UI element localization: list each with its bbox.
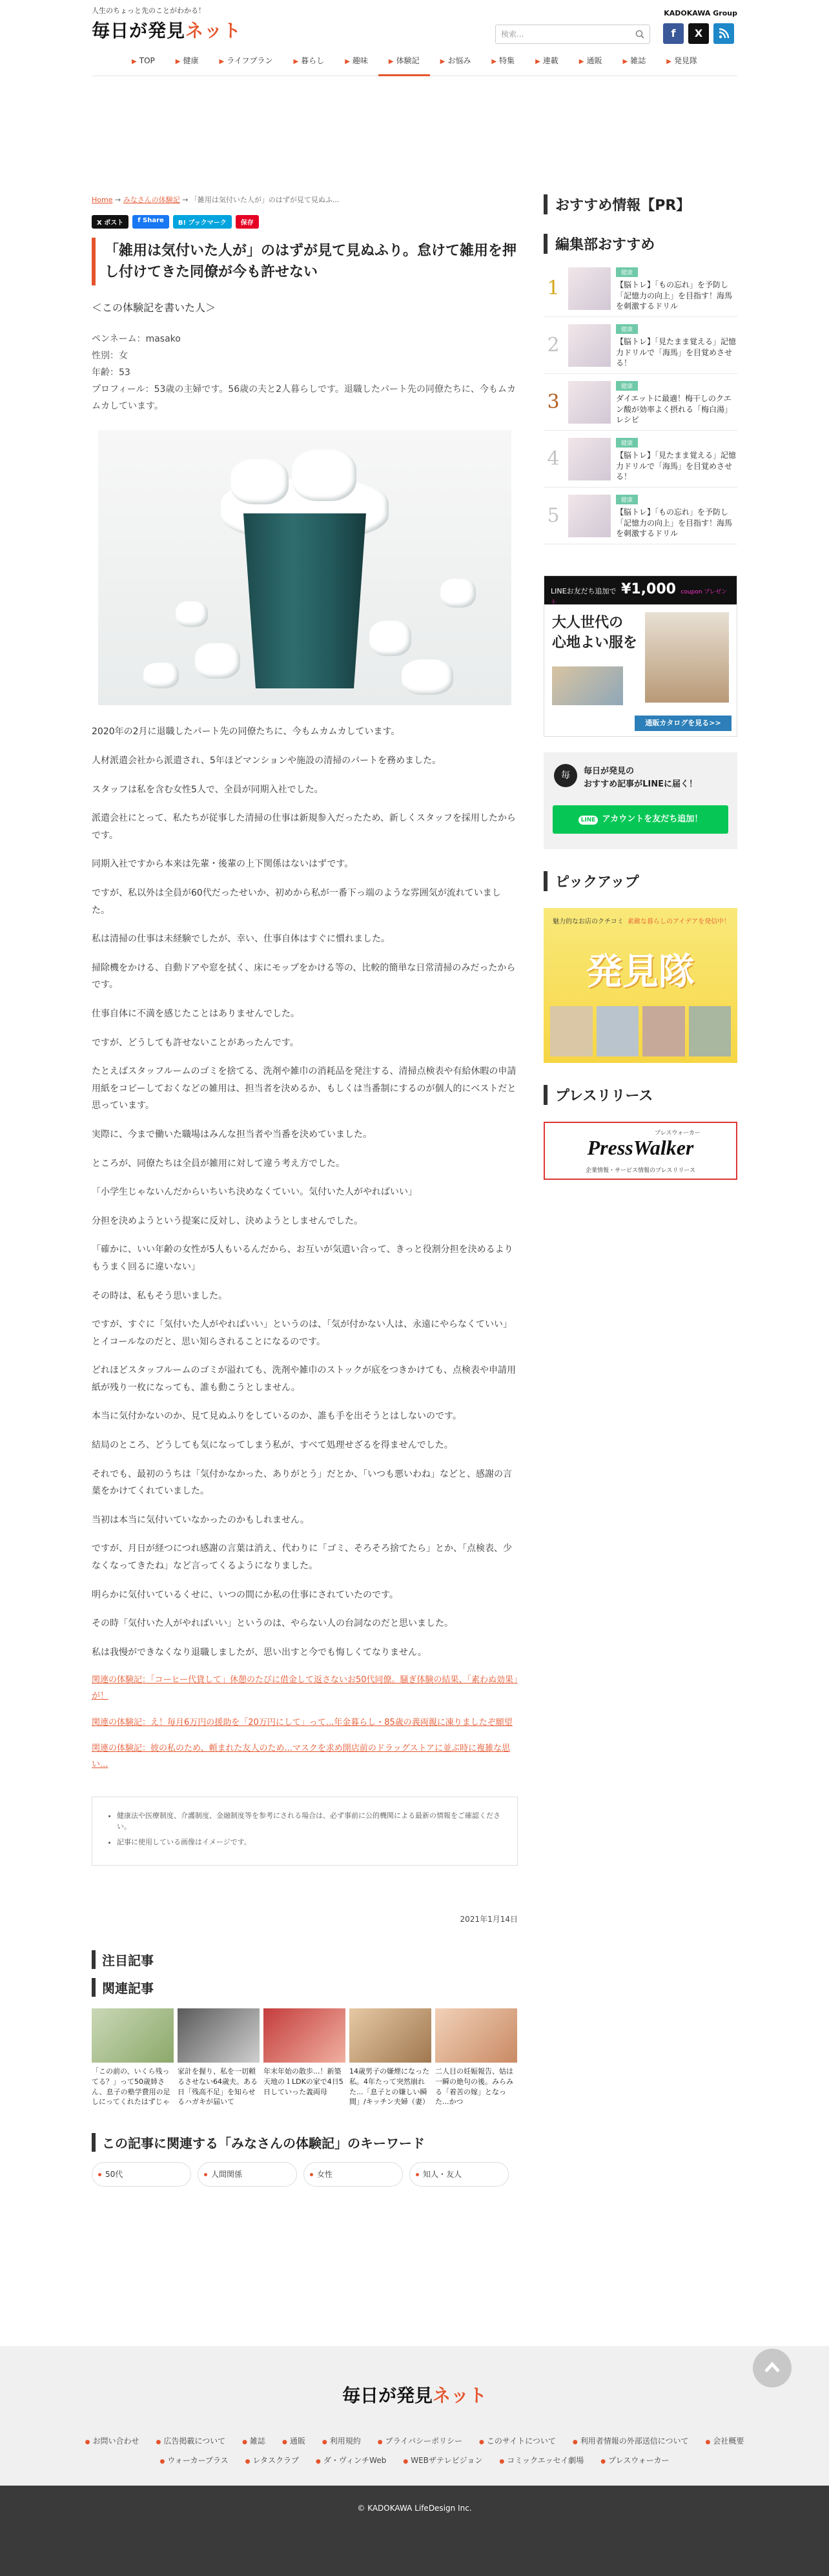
footer-link-label: 広告掲載について	[163, 2437, 226, 2446]
global-nav	[92, 50, 737, 76]
article-paragraph: ですが、月日が経つにつれ感謝の言葉は消え、代わりに「ゴミ、そろそろ捨てたら」とか、「点検表、少なくなってきたね」など言ってくるようになりました。	[92, 1543, 512, 1572]
footer-link[interactable]	[499, 2455, 584, 2466]
ranking-title: 【脳トレ】「もの忘れ」を予防し「記憶力の向上」を目指す！海馬を刺激するドリル	[616, 280, 733, 311]
ad-headline-2: 心地よい服を	[552, 634, 638, 651]
search-input[interactable]	[495, 25, 650, 44]
breadcrumb-home[interactable]: Home	[92, 196, 113, 204]
keyword-tag[interactable]: 知人・友人	[409, 2162, 509, 2187]
disclaimer-box	[92, 1797, 518, 1866]
footer-links-row2	[0, 2455, 829, 2466]
paper-ball	[292, 449, 356, 501]
ad-model-image	[645, 612, 729, 703]
article-paragraph: その時「気付いた人がやればいい」というのは、やらない人の台詞なのだと思いました。	[92, 1618, 453, 1629]
footer-link[interactable]	[705, 2435, 744, 2446]
x-icon[interactable]: X	[688, 23, 709, 44]
x-post-button[interactable]: X ポスト	[92, 215, 128, 229]
nav-item[interactable]	[378, 50, 430, 76]
footer-link[interactable]	[378, 2435, 462, 2446]
arrow-right-icon: ▶	[175, 57, 181, 65]
paper-ball	[143, 663, 179, 688]
arrow-right-icon: ▶	[578, 57, 584, 65]
ad-line-text: LINEお友だち追加で	[551, 587, 617, 595]
arrow-right-icon: ▶	[440, 57, 445, 65]
related-articles	[92, 2008, 518, 2108]
article-paragraph: スタッフは私を含む女性5人で、全員が同期入社でした。	[92, 784, 323, 795]
ad-coupon: coupon プレゼント	[551, 589, 728, 606]
arrow-right-icon: ●	[705, 2439, 711, 2446]
rank-number: 4	[547, 448, 560, 470]
paper-ball	[440, 579, 476, 608]
nav-item[interactable]	[481, 50, 525, 76]
ad-catalog-button[interactable]: 通販カタログを見る>>	[635, 716, 732, 731]
article-paragraph: たとえばスタッフルームのゴミを捨てる、洗剤や雑巾の消耗品を発注する、清掃点検表や有給休暇の申請用紙をコピーしておくなどの雑用は、担当者を決めるか、もしくは当番制にするのが個人的にベストだと思っています。	[92, 1066, 517, 1111]
ranking-thumbnail	[568, 381, 611, 424]
footer-link[interactable]	[242, 2435, 265, 2446]
nav-item-label: 趣味	[352, 56, 368, 65]
article-paragraph: 同期入社ですから本来は先輩・後輩の上下関係はないはずです。	[92, 859, 354, 870]
arrow-right-icon: ▶	[345, 57, 350, 65]
arrow-right-icon: ●	[156, 2439, 161, 2446]
breadcrumb-sep-icon: →	[182, 196, 190, 204]
related-article-title: 二人目の妊娠報告、姑は一瞬の絶句の後。みらみる「着苦の嫁」となった...かつ	[435, 2066, 513, 2107]
ranking-thumbnail	[568, 495, 611, 537]
site-logo[interactable]	[92, 17, 241, 43]
nav-item-label: ライフプラン	[227, 56, 273, 65]
footer-link-label: 雑誌	[250, 2437, 266, 2446]
article-body	[92, 723, 518, 1661]
footer-link-label: ウォーカープラス	[167, 2456, 229, 2465]
line-add-friend-button[interactable]	[553, 805, 728, 834]
footer-link-label: プレスウォーカー	[608, 2456, 670, 2465]
ad-top-band	[544, 576, 737, 604]
hakkentai-title: 発見隊	[586, 951, 695, 993]
arrow-right-icon: ●	[479, 2439, 484, 2446]
related-article-card[interactable]	[349, 2008, 431, 2108]
disclaimer-list	[108, 1810, 502, 1848]
category-tag: 健康	[616, 267, 638, 277]
nav-item[interactable]	[165, 50, 209, 76]
ranking-item[interactable]	[544, 431, 737, 488]
related-article-card[interactable]	[92, 2008, 174, 2108]
trash-bin	[243, 498, 366, 688]
arrow-right-icon: ▶	[388, 57, 394, 65]
pr-heading: おすすめ情報【PR】	[544, 194, 737, 214]
kadokawa-group-label: KADOKAWA Group	[664, 9, 737, 17]
footer-link-label: ダ・ヴィンチWeb	[323, 2456, 387, 2465]
arrow-right-icon: ●	[85, 2439, 90, 2446]
presswalker-logo: PressWalker	[587, 1136, 694, 1159]
hakkentai-banner[interactable]	[544, 908, 737, 1063]
ranking-item[interactable]	[544, 260, 737, 317]
footer-logo[interactable]	[0, 2382, 829, 2407]
paper-ball	[176, 601, 208, 627]
ranking-title: 【脳トレ】「見たまま覚える」記憶力ドリルで「海馬」を目覚めさせる！	[616, 336, 737, 368]
footer-link[interactable]	[322, 2435, 361, 2446]
paper-ball	[402, 659, 453, 695]
arrow-right-icon: ▶	[491, 57, 497, 65]
site-tagline: 人生のちょっと先のことがわかる！	[92, 6, 205, 15]
facebook-icon[interactable]: f	[663, 23, 684, 44]
related-experience-link[interactable]: 関連の体験記：「コーヒー代貸して」休憩のたびに借金して返さないお50代同僚。騒ぎ体験の結果、「素わぬ効果」が！	[92, 1675, 518, 1702]
related-article-thumbnail	[349, 2008, 431, 2063]
ranking-title: ダイエットに最適！梅干しのクエン酸が効率よく摂れる「梅白湯」レシピ	[616, 393, 733, 425]
arrow-right-icon: ●	[499, 2458, 505, 2465]
footer-link-label: 会社概要	[713, 2437, 744, 2446]
footer-link-label: 通販	[289, 2437, 305, 2446]
category-tag: 健康	[616, 495, 638, 504]
nav-item-label: 雑誌	[630, 56, 646, 65]
hakkentai-photo	[597, 1006, 639, 1056]
article-paragraph: 掃除機をかける、自動ドアや窓を拭く、床にモップをかける等の、比較的簡単な日常清掃のみだったからです。	[92, 962, 516, 991]
rank-number: 5	[547, 504, 560, 527]
footer-logo-accent: ネット	[433, 2385, 487, 2406]
search-icon[interactable]	[635, 30, 644, 39]
article-paragraph: 「確かに、いい年齢の女性が5人もいるんだから、お互いが気遣い合って、きっと役割分担を決めるよりもうまく回るに違いない」	[92, 1244, 513, 1272]
publish-date: 2021年1月14日	[460, 1914, 518, 1924]
rss-icon[interactable]	[713, 23, 734, 44]
article-paragraph: 結局のところ、どうしても気になってしまう私が、すべて処理せざるを得ませんでした。	[92, 1440, 453, 1451]
breadcrumb-category[interactable]: みなさんの体験記	[123, 196, 180, 204]
nav-item-label: TOP	[139, 56, 155, 65]
related-experience-link[interactable]: 関連の体験記：彼の私のため、頼まれた友人のため...マスクを求め開店前のドラッグストアに並ぶ時に複雑な思い...	[92, 1744, 511, 1770]
footer-link[interactable]	[600, 2455, 669, 2466]
footer-link-label: プライバシーポリシー	[385, 2437, 463, 2446]
ranking-list	[544, 260, 737, 544]
hakkentai-small: 魅力的なお店のクチコミ	[553, 918, 624, 925]
press-heading: プレスリリース	[544, 1085, 737, 1105]
article-paragraph: 「小学生じゃないんだからいちいち決めなくていい。気付いた人がやればいい」	[92, 1187, 417, 1198]
article-paragraph: どれほどスタッフルームのゴミが溢れても、洗剤や雑巾のストックが底をつきかけても、点検表や申請用紙が残り一枚になっても、誰も動こうとしません。	[92, 1365, 517, 1393]
line-follow-box	[544, 752, 737, 849]
footer-link[interactable]	[316, 2455, 386, 2466]
article-paragraph: 仕事自体に不満を感じたことはありませんでした。	[92, 1008, 300, 1019]
arrow-right-icon: ●	[242, 2439, 248, 2446]
related-article-card[interactable]	[263, 2008, 345, 2108]
article-paragraph: それでも、最初のうちは「気付かなかった、ありがとう」だとか、「いつも悪いわね」などと、感謝の言葉をかけてくれていました。	[92, 1468, 512, 1497]
nav-item-label: 特集	[499, 56, 515, 65]
ranking-item[interactable]	[544, 317, 737, 374]
nav-item-label: 通販	[586, 56, 602, 65]
nav-item-label: 暮らし	[301, 56, 325, 65]
author-profile	[92, 331, 518, 415]
copyright: © KADOKAWA LifeDesign Inc.	[0, 2486, 829, 2576]
footer-link[interactable]	[479, 2435, 556, 2446]
profile-line: 年齢：53	[92, 367, 130, 378]
line-add-friend-label: アカウントを友だち追加！	[602, 814, 703, 824]
profile-line: プロフィール：53歳の主婦です。56歳の夫と2人暮らしです。退職したパート先の同僚たちに、今もムカムカしています。	[92, 384, 516, 411]
arrow-right-icon: ●	[572, 2439, 578, 2446]
article-paragraph: 私は我慢ができなくなり退職しましたが、思い出すと今でも悔しくてなりません。	[92, 1647, 427, 1658]
nav-item-label: 健康	[183, 56, 199, 65]
ranking-title: 【脳トレ】「もの忘れ」を予防し「記憶力の向上」を目指す！海馬を刺激するドリル	[616, 507, 733, 539]
site-badge-icon: 毎	[554, 764, 577, 787]
ad-headline	[552, 613, 637, 654]
search-placeholder: 検索...	[501, 30, 524, 39]
article-paragraph: 分担を決めようという提案に反対し、決めようとしませんでした。	[92, 1215, 363, 1226]
share-buttons	[92, 215, 518, 229]
category-tag: 健康	[616, 324, 638, 334]
related-article-thumbnail	[178, 2008, 260, 2063]
nav-item[interactable]	[569, 50, 613, 76]
related-article-title: 家計を握り、私を一切頼るさせない64歳夫。ある日「残高不足」を知らせるハガキが届いて	[178, 2066, 258, 2107]
paper-ball	[369, 621, 411, 656]
footer-logo-main: 毎日が発見	[342, 2385, 433, 2406]
article-image	[98, 430, 511, 705]
keyword-tag[interactable]: 女性	[303, 2162, 403, 2187]
back-to-top-button[interactable]	[753, 2349, 792, 2387]
footer-link[interactable]	[85, 2435, 139, 2446]
rank-number: 2	[547, 334, 560, 356]
keywords-heading: この記事に関連する「みなさんの体験記」のキーワード	[92, 2133, 518, 2152]
main-content	[92, 194, 518, 2187]
breadcrumb-sep-icon: →	[114, 196, 123, 204]
arrow-right-icon: ●	[600, 2458, 606, 2465]
article-paragraph: 当初は本当に気付いていなかったのかもしれません。	[92, 1514, 309, 1525]
profile-line: 性別：女	[92, 350, 128, 361]
disclaimer-item: • 記事に使用している画像はイメージです。	[117, 1837, 502, 1848]
related-article-title: 年末年始の散歩...！新築天地の１LDKの家で4日5日していった義両母	[263, 2066, 343, 2096]
related-article-thumbnail	[263, 2008, 345, 2063]
related-heading: 関連記事	[92, 1978, 518, 1997]
related-article-thumbnail	[92, 2008, 174, 2063]
footer-link[interactable]	[245, 2455, 299, 2466]
footer-link-label: このサイトについて	[486, 2437, 556, 2446]
keyword-list	[92, 2162, 518, 2187]
site-header	[92, 0, 737, 50]
footer-link-label: コミックエッセイ劇場	[507, 2456, 584, 2465]
logo-main: 毎日が発見	[92, 20, 186, 41]
pickup-heading: ピックアップ	[544, 871, 737, 891]
featured-heading: 注目記事	[92, 1950, 518, 1969]
footer-link-label: 利用規約	[329, 2437, 361, 2446]
presswalker-banner[interactable]	[544, 1122, 737, 1180]
article-paragraph: 本当に気付かないのか、見て見ぬふりをしているのか、誰も手を出そうとはしないのです。	[92, 1411, 462, 1422]
keyword-tag[interactable]: 人間関係	[198, 2162, 297, 2187]
nav-item[interactable]	[283, 50, 334, 76]
editor-pick-heading: 編集部おすすめ	[544, 234, 737, 254]
nav-item[interactable]	[121, 50, 165, 76]
nav-item-label: 発見隊	[673, 56, 697, 65]
footer-link[interactable]	[156, 2435, 226, 2446]
article-paragraph: ですが、すぐに「気付いた人がやればいい」というのは、「気が付かない人は、永遠にやらなくていい」とイコールなのだと、思い知らされることになるのです。	[92, 1319, 512, 1347]
arrow-right-icon: ●	[159, 2458, 165, 2465]
nav-item-label: 連載	[542, 56, 558, 65]
arrow-right-icon: ●	[377, 2439, 383, 2446]
keyword-tag[interactable]: 50代	[92, 2162, 191, 2187]
disclaimer-item: • 健康法や医療制度、介護制度、金融制度等を参考にされる場合は、必ず事前に公的機関による最新の情報をご確認ください。	[117, 1810, 502, 1833]
footer-link-label: 利用者情報の外部送信について	[580, 2437, 689, 2446]
site-footer	[0, 2346, 829, 2486]
footer-link[interactable]	[573, 2435, 689, 2446]
article-paragraph: その時は、私もそう思いました。	[92, 1290, 227, 1301]
category-tag: 健康	[616, 438, 638, 448]
nav-item[interactable]	[656, 50, 708, 76]
ranking-item[interactable]	[544, 488, 737, 544]
article-paragraph: 2020年の2月に退職したパート先の同僚たちに、今もムカムカしています。	[92, 726, 400, 737]
ranking-title: 【脳トレ】「見たまま覚える」記憶力ドリルで「海馬」を目覚めさせる！	[616, 450, 737, 482]
related-article-thumbnail	[435, 2008, 517, 2063]
related-article-card[interactable]	[178, 2008, 260, 2108]
ranking-item[interactable]	[544, 374, 737, 431]
hakkentai-photo	[642, 1006, 685, 1056]
article-paragraph: 実際に、今まで働いた職場はみんな担当者や当番を決めていました。	[92, 1129, 372, 1140]
footer-link-label: WEBザテレビジョン	[411, 2456, 483, 2465]
presswalker-kana: プレスウォーカー	[655, 1130, 701, 1137]
hakkentai-small2: 素敵な暮らしのアイデアを発信中！	[628, 918, 731, 925]
rank-number: 1	[547, 277, 560, 300]
arrow-right-icon: ▶	[219, 57, 225, 65]
article-paragraph: ですが、どうしても許せないことがあったんです。	[92, 1037, 299, 1048]
nav-item[interactable]	[209, 50, 283, 76]
facebook-share-button[interactable]: f Share	[132, 215, 169, 229]
nav-item-label: お悩み	[447, 56, 471, 65]
chevron-up-icon	[753, 2349, 792, 2387]
footer-link[interactable]	[403, 2455, 482, 2466]
related-article-title: 「この前の、いくら残ってる？」って50歳姉さん、息子の塾学費用の足しにってくれたはずじゃ	[92, 2066, 170, 2107]
arrow-right-icon: ▶	[622, 57, 628, 65]
hakkentai-photo	[689, 1006, 732, 1056]
profile-line: ペンネーム：masako	[92, 334, 181, 344]
arrow-right-icon: ▶	[293, 57, 299, 65]
arrow-right-icon: ●	[316, 2458, 321, 2465]
line-box-line1: 毎日が発見の	[584, 767, 635, 776]
breadcrumb	[92, 194, 518, 205]
arrow-right-icon: ▶	[666, 57, 671, 65]
footer-link[interactable]	[159, 2455, 228, 2466]
article-paragraph: 派遣会社にとって、私たちが従事した清掃の仕事は新規参入だったため、新しくスタッフを採用したからです。	[92, 813, 516, 841]
nav-item[interactable]	[613, 50, 657, 76]
line-icon: LINE	[578, 816, 599, 825]
related-experience-links	[92, 1673, 518, 1773]
related-article-card[interactable]	[435, 2008, 517, 2108]
category-tag: 健康	[616, 381, 638, 391]
article-paragraph: 明らかに気付いているくせに、いつの間にか私の仕事にされていたのです。	[92, 1589, 398, 1600]
nav-item[interactable]	[525, 50, 569, 76]
related-experience-link[interactable]: 関連の体験記：え！毎月6万円の援助を「20万円にして」って...年金暮らし・85歳の義両親に凍りましたぞ願望	[92, 1717, 513, 1727]
pinterest-save-button[interactable]: 保存	[236, 215, 259, 229]
ad-amount: ¥1,000	[621, 581, 676, 597]
article-paragraph: 私は清掃の仕事は未経験でしたが、幸い、仕事自体はすぐに慣れました。	[92, 934, 390, 945]
arrow-right-icon: ●	[322, 2439, 327, 2446]
sidebar	[544, 194, 737, 2187]
presswalker-sub: 企業情報・サービス情報のプレスリリース	[586, 1168, 695, 1174]
ad-headline-1: 大人世代の	[552, 615, 624, 631]
hakkentai-photo	[550, 1006, 593, 1056]
footer-link-label: レタスクラブ	[252, 2456, 300, 2465]
paper-ball	[230, 459, 289, 504]
breadcrumb-current: 「雑用は気付いた人が」のはずが見て見ぬふ...	[190, 196, 340, 204]
nav-item-label: 体験記	[396, 56, 420, 65]
footer-link-label: お問い合わせ	[92, 2437, 139, 2446]
related-article-title: 14歳男子の嫌煙になった私。4年たって突然崩れた...「息子との嫌しい瞬間」/キッチン夫婦（妻）	[349, 2066, 429, 2107]
catalog-ad-banner[interactable]	[544, 575, 737, 737]
footer-link[interactable]	[282, 2435, 305, 2446]
rank-number: 3	[547, 391, 560, 413]
ranking-thumbnail	[568, 267, 611, 310]
ad-catalog-image	[552, 666, 623, 705]
line-box-text	[584, 765, 697, 790]
arrow-right-icon: ●	[282, 2439, 287, 2446]
ranking-thumbnail	[568, 438, 611, 480]
article-paragraph: 人材派遣会社から派遣され、5年ほどマンションや施設の清掃のパートを務めました。	[92, 756, 442, 767]
arrow-right-icon: ▶	[132, 57, 137, 65]
nav-item[interactable]	[334, 50, 378, 76]
arrow-right-icon: ▶	[535, 57, 540, 65]
nav-item[interactable]	[430, 50, 482, 76]
hatena-bookmark-button[interactable]: B! ブックマーク	[173, 215, 232, 229]
article-paragraph: ですが、私以外は全員が60代だったせいか、初めから私が一番下っ端のような雰囲気が流れていました。	[92, 888, 501, 916]
ranking-thumbnail	[568, 324, 611, 367]
hakkentai-photos	[550, 1006, 731, 1056]
arrow-right-icon: ●	[245, 2458, 251, 2465]
article-paragraph: ところが、同僚たちは全員が雑用に対して違う考え方でした。	[92, 1158, 345, 1169]
line-box-line2: おすすめ記事がLINEに届く！	[584, 779, 698, 789]
arrow-right-icon: ●	[403, 2458, 409, 2465]
footer-links-row1	[0, 2435, 829, 2446]
paper-ball	[195, 643, 240, 679]
logo-accent: ネット	[185, 20, 242, 41]
author-section-heading: ＜この体験記を書いた人＞	[92, 302, 216, 314]
article-title: 「雑用は気付いた人が」のはずが見て見ぬふり。怠けて雑用を押し付けてきた同僚が今も許せない	[92, 238, 518, 285]
